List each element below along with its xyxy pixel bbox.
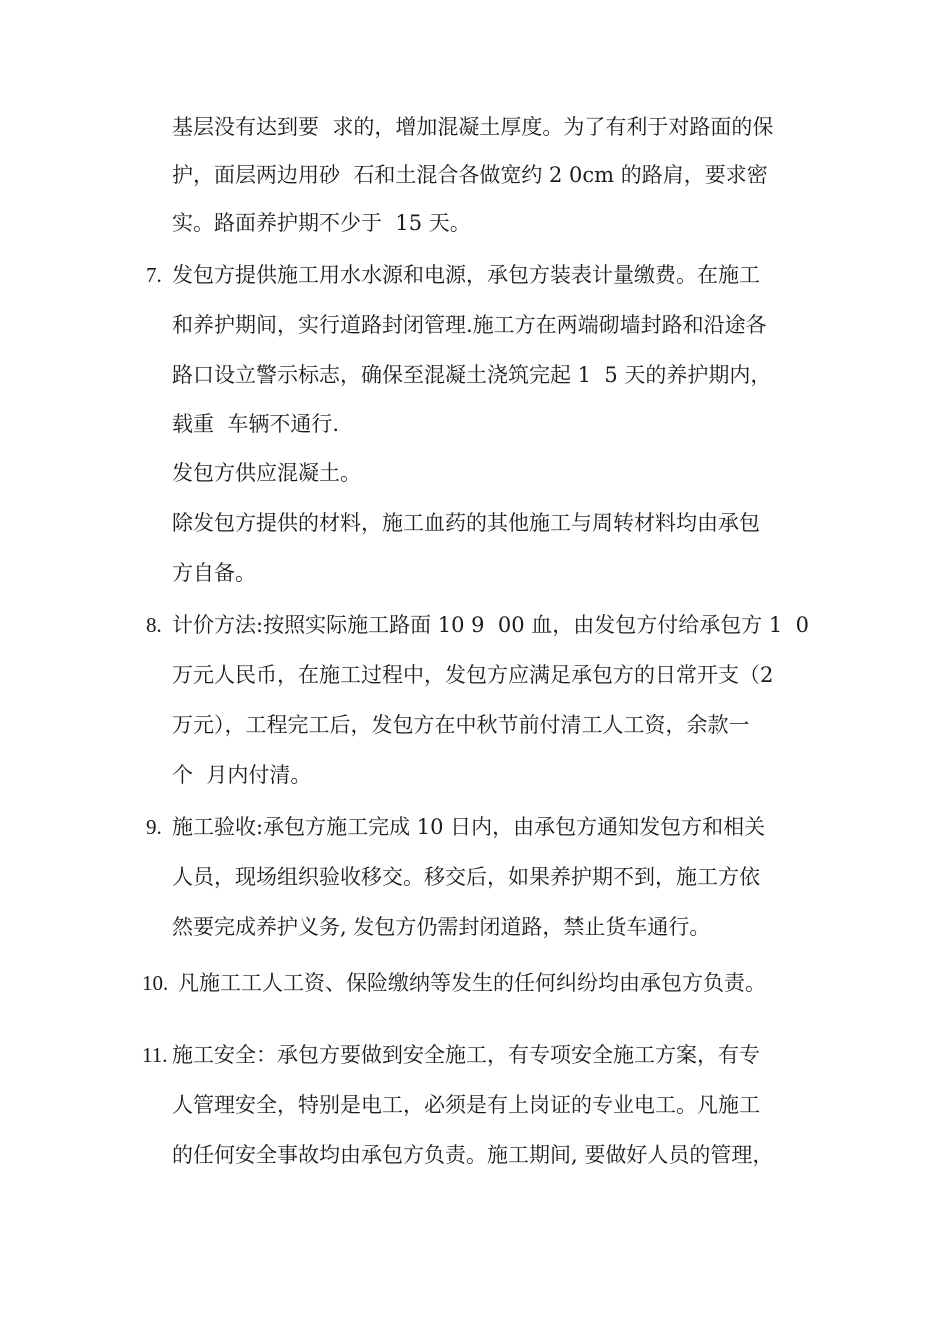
text-line: 方自备。 bbox=[172, 561, 256, 585]
text-line: 然要完成养护义务, 发包方仍需封闭道路，禁止货车通行。 bbox=[172, 915, 711, 939]
text-line: 个 月内付清。 bbox=[172, 763, 312, 787]
text-line: 施工安全：承包方要做到安全施工，有专项安全施工方案，有专 bbox=[172, 1043, 760, 1067]
text-line: 计价方法:按照实际施工路面 10 9 00 血，由发包方付给承包方 1 0 bbox=[172, 613, 810, 637]
item-number: 7. bbox=[146, 263, 162, 287]
item-number: 9. bbox=[146, 815, 162, 839]
text-line: 施工验收:承包方施工完成 10 日内，由承包方通知发包方和相关 bbox=[172, 815, 766, 839]
text-line: 和养护期间，实行道路封闭管理.施工方在两端砌墙封路和沿途各 bbox=[172, 313, 767, 337]
text-line: 人管理安全，特别是电工，必须是有上岗证的专业电工。凡施工 bbox=[172, 1093, 760, 1117]
item-number: 11. bbox=[142, 1043, 168, 1067]
text-line: 护，面层两边用砂 石和土混合各做宽约 2 0cm 的路肩，要求密 bbox=[172, 163, 768, 187]
text-line: 除发包方提供的材料，施工血药的其他施工与周转材料均由承包 bbox=[172, 511, 760, 535]
text-line: 万元人民币，在施工过程中，发包方应满足承包方的日常开支（2 bbox=[172, 663, 774, 687]
text-line: 发包方提供施工用水水源和电源，承包方装表计量缴费。在施工 bbox=[172, 263, 760, 287]
item-number: 8. bbox=[146, 613, 162, 637]
text-line: 路口设立警示标志，确保至混凝土浇筑完起 1 5 天的养护期内， bbox=[172, 363, 772, 387]
text-line: 凡施工工人工资、保险缴纳等发生的任何纠纷均由承包方负责。 bbox=[178, 971, 766, 995]
text-line: 万元），工程完工后，发包方在中秋节前付清工人工资，余款一 bbox=[172, 713, 750, 737]
text-line: 发包方供应混凝土。 bbox=[172, 461, 361, 485]
item-number: 10. bbox=[142, 971, 169, 995]
text-line: 实。路面养护期不少于 15 天。 bbox=[172, 211, 471, 235]
text-line: 的任何安全事故均由承包方负责。施工期间, 要做好人员的管理， bbox=[172, 1143, 774, 1167]
text-line: 人员，现场组织验收移交。移交后，如果养护期不到，施工方依 bbox=[172, 865, 760, 889]
text-line: 载重 车辆不通行. bbox=[172, 412, 340, 436]
text-line: 基层没有达到要 求的，增加混凝土厚度。为了有利于对路面的保 bbox=[172, 115, 774, 139]
